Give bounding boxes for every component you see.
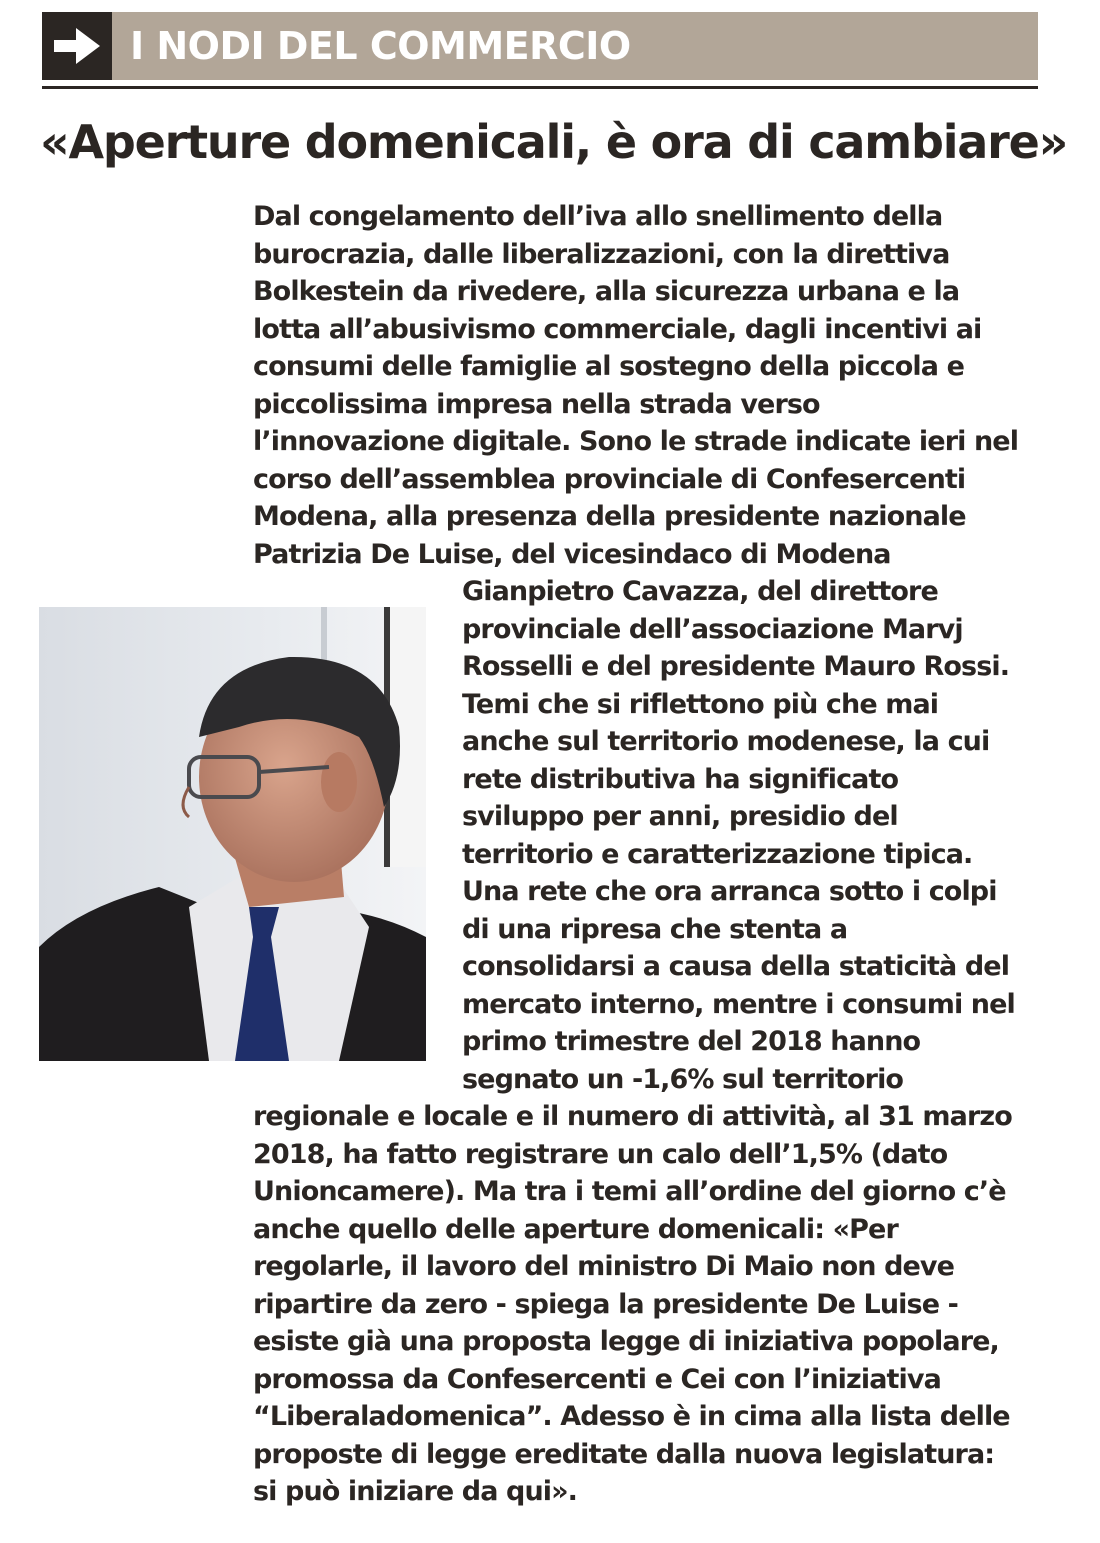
article-line: Dal congelamento dell’iva allo snellimento della <box>253 201 943 232</box>
article-line: sviluppo per anni, presidio del <box>462 801 898 832</box>
article-line: territorio e caratterizzazione tipica. <box>462 838 973 870</box>
arrow-right-icon <box>42 12 112 80</box>
article-line: Unioncamere). Ma tra i temi all’ordine del giorno c’è <box>253 1176 1006 1207</box>
article-line: piccolissima impresa nella strada verso <box>253 388 820 420</box>
article-line: Gianpietro Cavazza, del direttore <box>462 576 938 607</box>
article-line: primo trimestre del 2018 hanno <box>462 1026 921 1057</box>
article-line: si può iniziare da qui». <box>253 1476 578 1507</box>
article-line: consumi delle famiglie al sostegno della piccola e <box>253 351 965 382</box>
article-line: anche sul territorio modenese, la cui <box>462 726 990 757</box>
article-line: proposte di legge ereditate dalla nuova legislatura: <box>253 1438 995 1470</box>
portrait-photo <box>39 607 426 1061</box>
article-line: Una rete che ora arranca sotto i colpi <box>462 876 997 907</box>
section-title: I NODI DEL COMMERCIO <box>130 24 631 68</box>
article-line: 2018, ha fatto registrare un calo dell’1,5% (dato <box>253 1138 948 1170</box>
article-line: Patrizia De Luise, del vicesindaco di Modena <box>253 538 891 570</box>
article-line: di una ripresa che stenta a <box>462 913 848 945</box>
article-line: mercato interno, mentre i consumi nel <box>462 988 1015 1020</box>
article-line: consolidarsi a causa della staticità del <box>462 951 1010 982</box>
article-line: lotta all’abusivismo commerciale, dagli incentivi ai <box>253 313 982 345</box>
article-line: regolarle, il lavoro del ministro Di Maio non deve <box>253 1251 955 1282</box>
article-line: promossa da Confesercenti e Cei con l’iniziativa <box>253 1363 941 1395</box>
article-line: regionale e locale e il numero di attività, al 31 marzo <box>253 1101 1012 1132</box>
section-header <box>42 12 1038 80</box>
article-line: ripartire da zero - spiega la presidente De Luise - <box>253 1288 958 1320</box>
header-rule <box>42 86 1038 89</box>
headline: «Aperture domenicali, è ora di cambiare» <box>40 115 1068 169</box>
article-line: rete distributiva ha significato <box>462 763 899 795</box>
article-line: segnato un -1,6% sul territorio <box>462 1063 904 1095</box>
article-line: corso dell’assemblea provinciale di Confesercenti <box>253 463 966 495</box>
article-line: Modena, alla presenza della presidente nazionale <box>253 501 966 532</box>
article-line: anche quello delle aperture domenicali: «Per <box>253 1213 898 1245</box>
article-line: l’innovazione digitale. Sono le strade indicate ieri nel <box>253 426 1019 457</box>
article-line: burocrazia, dalle liberalizzazioni, con la direttiva <box>253 238 950 270</box>
article-line: provinciale dell’associazione Marvj <box>462 613 963 645</box>
article-line: Temi che si riflettono più che mai <box>462 688 939 720</box>
article-line: Rosselli e del presidente Mauro Rossi. <box>462 651 1010 682</box>
article-line: esiste già una proposta legge di iniziativa popolare, <box>253 1326 999 1357</box>
article-line: “Liberaladomenica”. Adesso è in cima alla lista delle <box>253 1401 1010 1432</box>
article-line: Bolkestein da rivedere, alla sicurezza urbana e la <box>253 276 960 307</box>
